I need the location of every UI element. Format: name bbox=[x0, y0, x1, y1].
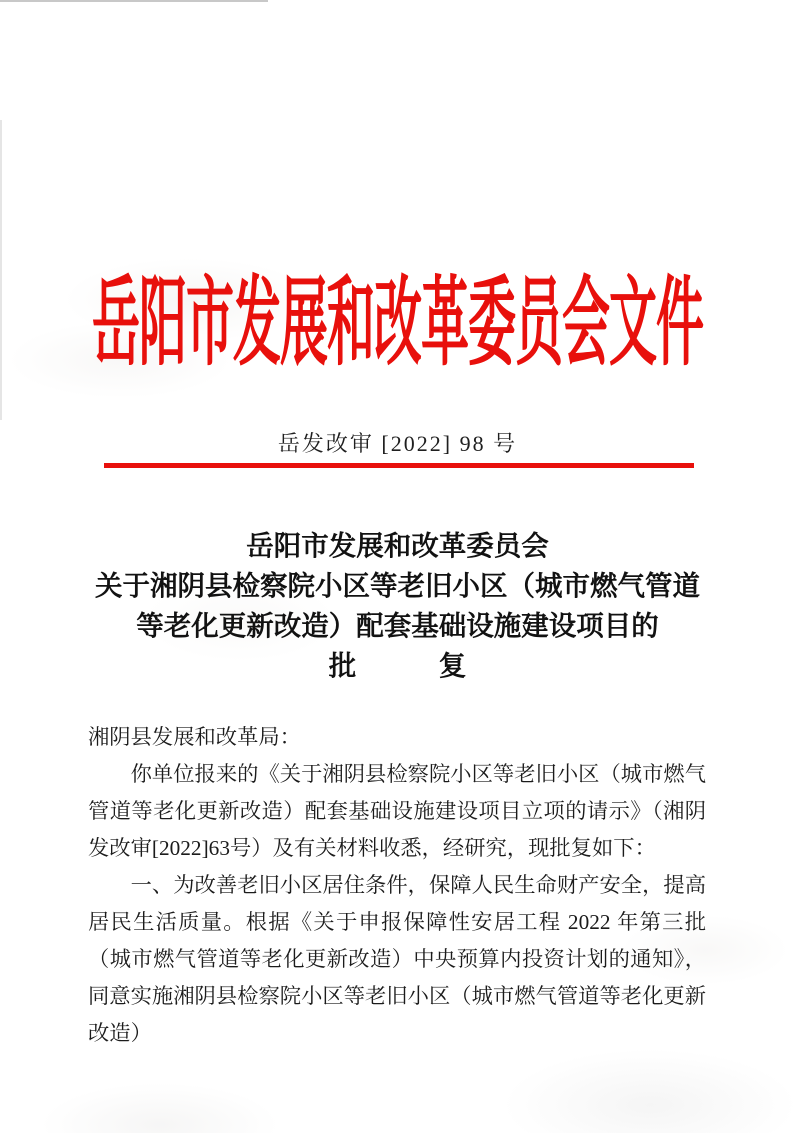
document-title bbox=[0, 526, 795, 686]
document-title-line-3: 等老化更新改造）配套基础设施建设项目的 bbox=[136, 610, 659, 641]
document-body bbox=[88, 719, 706, 1052]
red-letterhead-banner: 岳阳市发展和改革委员会文件 bbox=[91, 270, 703, 378]
body-paragraph-1: 你单位报来的《关于湘阴县检察院小区等老旧小区（城市燃气管道等老化更新改造）配套基础设施建设项目立项的请示》（湘阴发改审[2022]63号）及有关材料收悉，经研究，现批复如下： bbox=[88, 762, 706, 860]
body-paragraph-2: 一、为改善老旧小区居住条件，保障人民生命财产安全，提高居民生活质量。根据《关于申报保障性安居工程 2022 年第三批（城市燃气管道等老化更新改造）中央预算内投资计划的通知》，同意实施湘阴县检察院小区等老旧小区（城市燃气管道等老化更新改造） bbox=[88, 873, 706, 1045]
red-divider-rule bbox=[104, 463, 694, 468]
document-title-line-2: 关于湘阴县检察院小区等老旧小区（城市燃气管道 bbox=[95, 570, 700, 601]
document-title-line-4-approval: 批 复 bbox=[328, 650, 467, 681]
salutation-line: 湘阴县发展和改革局： bbox=[88, 725, 301, 749]
scan-edge-artifact-left bbox=[0, 120, 2, 420]
document-number: 岳发改审 [2022] 98 号 bbox=[277, 431, 518, 456]
scan-edge-artifact-top bbox=[0, 0, 268, 2]
document-title-line-1: 岳阳市发展和改革委员会 bbox=[246, 530, 549, 561]
